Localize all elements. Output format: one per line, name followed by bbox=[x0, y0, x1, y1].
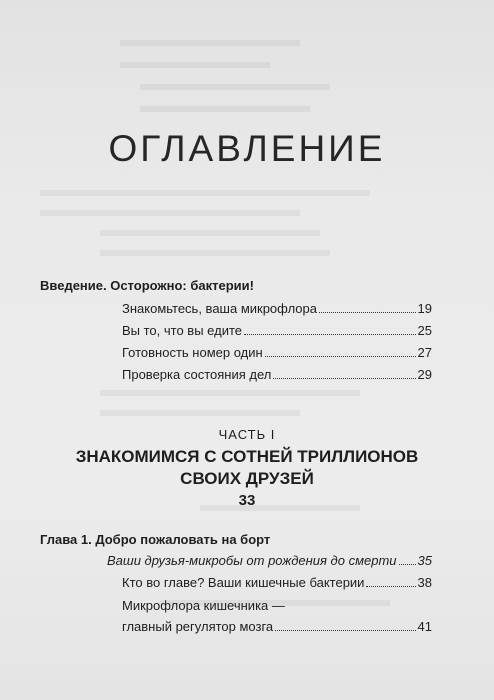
toc-entry-page: 41 bbox=[417, 619, 432, 634]
part-page-number: 33 bbox=[238, 492, 256, 509]
part-title-line: СВОИХ ДРУЗЕЙ bbox=[180, 469, 314, 488]
dot-leader bbox=[275, 630, 415, 631]
toc-entry[interactable] bbox=[122, 301, 432, 317]
toc-entry-page: 25 bbox=[417, 323, 432, 338]
toc-entry-page: 35 bbox=[417, 553, 432, 568]
dot-leader bbox=[366, 586, 415, 587]
toc-entry-page: 19 bbox=[417, 301, 432, 316]
part-title-line: ЗНАКОМИМСЯ С СОТНЕЙ ТРИЛЛИОНОВ bbox=[75, 447, 419, 466]
toc-entry-label: Вы то, что вы едите bbox=[122, 323, 243, 338]
toc-entry-label: Микрофлора кишечника — bbox=[122, 598, 285, 613]
chapter-heading: Глава 1. Добро пожаловать на борт bbox=[40, 532, 271, 547]
toc-entry[interactable] bbox=[122, 575, 432, 591]
part-label: ЧАСТЬ I bbox=[218, 427, 276, 442]
dot-leader bbox=[273, 378, 415, 379]
toc-entry[interactable] bbox=[122, 619, 432, 635]
toc-entry-label: Проверка состояния дел bbox=[122, 367, 272, 382]
toc-entry-label: Готовность номер один bbox=[122, 345, 263, 360]
toc-entry-label: главный регулятор мозга bbox=[122, 619, 274, 634]
toc-entry[interactable] bbox=[122, 323, 432, 339]
toc-entry[interactable] bbox=[122, 367, 432, 383]
toc-entry-label: Знакомьтесь, ваша микрофлора bbox=[122, 301, 317, 316]
dot-leader bbox=[244, 334, 416, 335]
page-title: ОГЛАВЛЕНИЕ bbox=[108, 128, 386, 169]
part-title bbox=[0, 446, 494, 490]
toc-entry[interactable] bbox=[122, 345, 432, 361]
dot-leader bbox=[265, 356, 416, 357]
toc-entry-page: 38 bbox=[417, 575, 432, 590]
toc-entry-label: Кто во главе? Ваши кишечные бактерии bbox=[122, 575, 365, 590]
toc-entry-page: 27 bbox=[417, 345, 432, 360]
toc-subheading[interactable] bbox=[107, 553, 432, 569]
dot-leader bbox=[319, 312, 416, 313]
toc-entry-label: Ваши друзья-микробы от рождения до смерти bbox=[107, 553, 397, 568]
toc-entry-page: 29 bbox=[417, 367, 432, 382]
dot-leader bbox=[399, 564, 416, 565]
intro-heading: Введение. Осторожно: бактерии! bbox=[40, 278, 254, 293]
